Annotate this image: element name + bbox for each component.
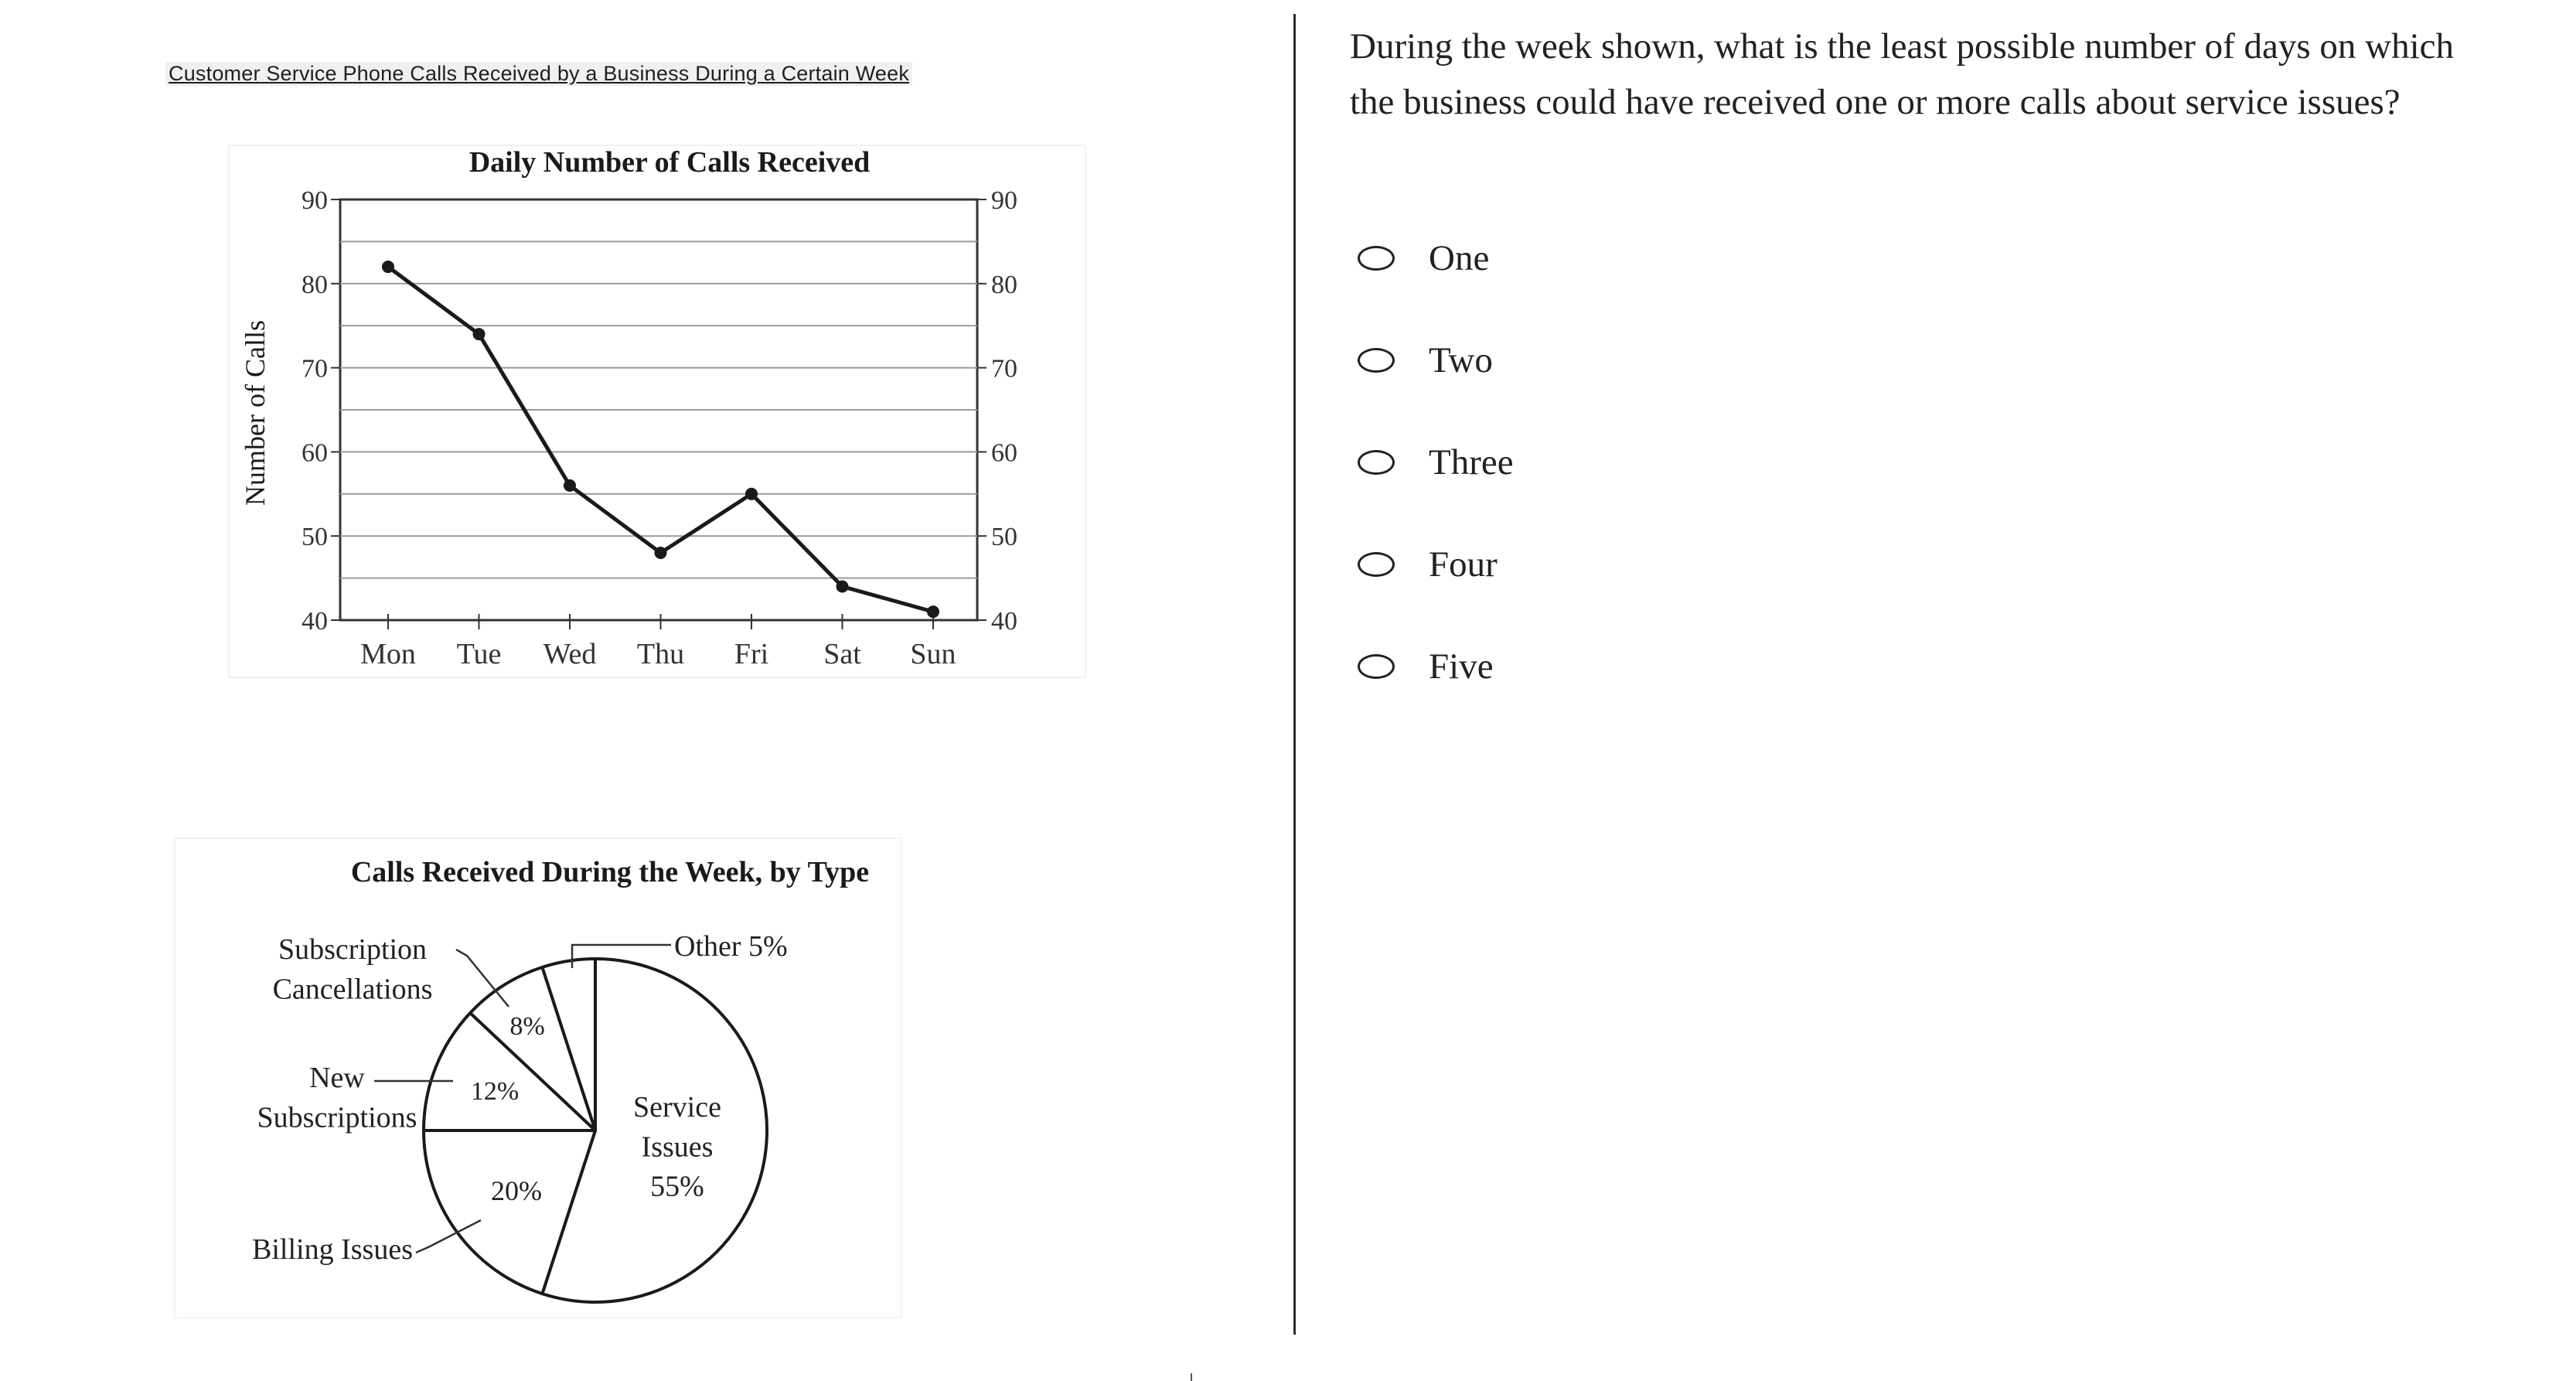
y-tick-label: 90	[302, 186, 328, 215]
y-tick-label-right: 90	[991, 186, 1017, 215]
pie-slices	[424, 959, 767, 1302]
radio-button-icon[interactable]	[1358, 348, 1395, 373]
slice-label-other: Other 5%	[674, 930, 788, 963]
data-point	[927, 605, 939, 618]
choice-label: Four	[1429, 544, 1498, 585]
stimulus-caption: Customer Service Phone Calls Received by a Business During a Certain Week	[165, 62, 912, 86]
x-tick-label: Fri	[734, 638, 769, 670]
slice-label-cancellations: Subscription Cancellations	[272, 933, 433, 1006]
question-panel	[1350, 19, 2463, 687]
line-chart-ylabel: Number of Calls	[240, 320, 271, 506]
x-tick-label: Mon	[360, 638, 416, 670]
y-tick-label-right: 40	[991, 607, 1017, 636]
slice-value-billing: 20%	[491, 1175, 542, 1206]
x-tick-label: Wed	[543, 638, 597, 670]
panel-divider	[1293, 14, 1296, 1335]
y-tick-label-right: 80	[991, 270, 1017, 299]
choice-three[interactable]	[1350, 439, 1736, 486]
pie-chart	[175, 838, 901, 1318]
choice-five[interactable]	[1350, 643, 1736, 690]
data-point	[837, 580, 849, 592]
choice-label: Five	[1429, 646, 1494, 687]
y-tick-label: 70	[302, 354, 328, 384]
x-tick-label: Sun	[910, 638, 956, 670]
radio-button-icon[interactable]	[1358, 246, 1395, 271]
data-point	[473, 328, 486, 340]
line-chart-title: Daily Number of Calls Received	[469, 146, 871, 179]
slice-label-service-issues: Service Issues 55%	[633, 1091, 721, 1203]
slice-label-billing: Billing Issues	[252, 1233, 413, 1266]
y-tick-label-right: 60	[991, 438, 1017, 468]
divider-mark	[1191, 1373, 1192, 1381]
choice-label: Three	[1429, 442, 1514, 482]
y-tick-label: 40	[302, 607, 328, 636]
choice-two[interactable]	[1350, 337, 1736, 384]
choice-one[interactable]	[1350, 235, 1736, 281]
data-point	[655, 547, 667, 559]
choice-label: One	[1429, 238, 1490, 278]
data-point	[745, 488, 758, 500]
radio-button-icon[interactable]	[1358, 552, 1395, 577]
data-point	[564, 479, 576, 492]
y-tick-label: 50	[302, 523, 328, 552]
pie-chart-title: Calls Received During the Week, by Type	[350, 856, 870, 888]
y-tick-label: 80	[302, 270, 328, 299]
line-chart	[229, 145, 1085, 677]
y-tick-label-right: 50	[991, 523, 1017, 552]
x-tick-label: Tue	[456, 638, 502, 670]
radio-button-icon[interactable]	[1358, 450, 1395, 475]
choice-four[interactable]	[1350, 541, 1736, 588]
slice-value-cancellations: 8%	[509, 1012, 545, 1041]
question-text: During the week shown, what is the least possible number of days on which the business could have received one or more calls about service issues?	[1350, 26, 2455, 122]
x-tick-label: Thu	[636, 638, 685, 670]
slice-value-new-subscriptions: 12%	[470, 1077, 520, 1106]
radio-button-icon[interactable]	[1358, 654, 1395, 679]
data-point	[382, 261, 394, 273]
y-tick-label: 60	[302, 438, 328, 468]
slice-label-new-subscriptions: New Subscriptions	[257, 1062, 417, 1134]
y-tick-label-right: 70	[991, 354, 1017, 384]
choice-label: Two	[1429, 340, 1493, 380]
x-tick-label: Sat	[823, 638, 861, 670]
